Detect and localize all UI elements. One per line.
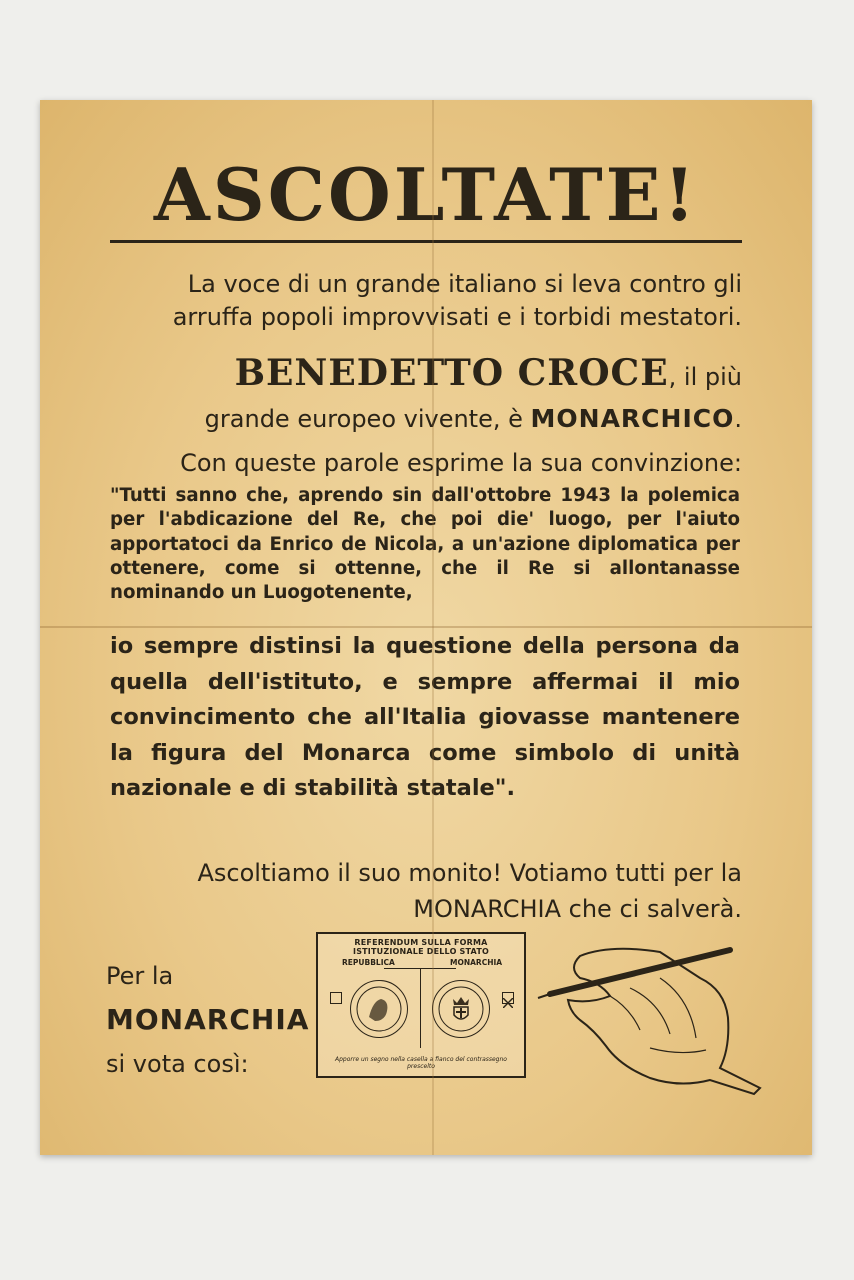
poster-title: ASCOLTATE!: [110, 150, 742, 243]
quote-part-2: io sempre distinsi la questione della persona da quella dell'istituto, e sempre affermai il mio convincimento che all'Italia giovasse mantenere la figura del Monarca come simbolo di unità nazionale e di stabilità statale".: [110, 633, 740, 801]
vote-instruction: [106, 954, 310, 1086]
ballot-option-monarchia: MONARCHIA: [450, 958, 503, 967]
ballot-header: REFERENDUM SULLA FORMA ISTITUZIONALE DELLO STATO: [353, 938, 489, 956]
croce-line-2: [110, 398, 742, 440]
monarchy-emblem-icon: [432, 980, 490, 1038]
appeal-text: [110, 855, 742, 927]
croce-name: BENEDETTO CROCE: [234, 352, 669, 394]
appeal-line-2-tail: che ci salverà.: [561, 895, 742, 923]
poster-sheet: [40, 100, 812, 1155]
intro-line-2: arruffa popoli improvvisati e i torbidi mestatori.: [172, 303, 742, 331]
monarchico-word: MONARCHICO: [530, 404, 735, 433]
croce-statement: [110, 352, 742, 440]
intro-line-1: La voce di un grande italiano si leva contro gli: [187, 270, 742, 298]
cta-line-3: si vota così:: [106, 1050, 249, 1078]
hand-pencil-icon: [510, 938, 780, 1098]
croce-line-1: [110, 352, 742, 398]
appeal-line-2: [110, 891, 742, 927]
cta-line-1: Per la: [106, 962, 174, 990]
croce-tail: , il più: [668, 363, 742, 391]
croce-line-2-c: .: [734, 405, 742, 433]
republic-emblem-icon: [350, 980, 408, 1038]
croce-line-2-a: grande europeo vivente, è: [204, 405, 523, 433]
quote-part-1: "Tutti sanno che, aprendo sin dall'ottobre 1943 la polemica per l'abdicazione del Re, che poi die' luogo, per l'aiuto apportatoci da Enrico de Nicola, a un'azione diplomatica per ottenere, come si ottenne, che il Re si allontanasse nominando un Luogotenente,: [110, 485, 740, 604]
intro-text: [110, 268, 742, 334]
conviction-line: Con queste parole esprime la sua convinzione:: [180, 449, 742, 477]
cta-line-2: MONARCHIA: [106, 1003, 310, 1036]
monarchia-word: MONARCHIA: [413, 895, 562, 923]
ballot-checkbox-left: [330, 992, 342, 1004]
ballot-option-repubblica: REPUBBLICA: [342, 958, 395, 967]
appeal-line-1: Ascoltiamo il suo monito! Votiamo tutti per la: [197, 859, 742, 887]
ballot-divider: [420, 968, 421, 1048]
ballot-illustration: [316, 932, 526, 1078]
ballot-footer: Apporre un segno nella casella a fianco del contrassegno prescelto: [335, 1056, 507, 1070]
